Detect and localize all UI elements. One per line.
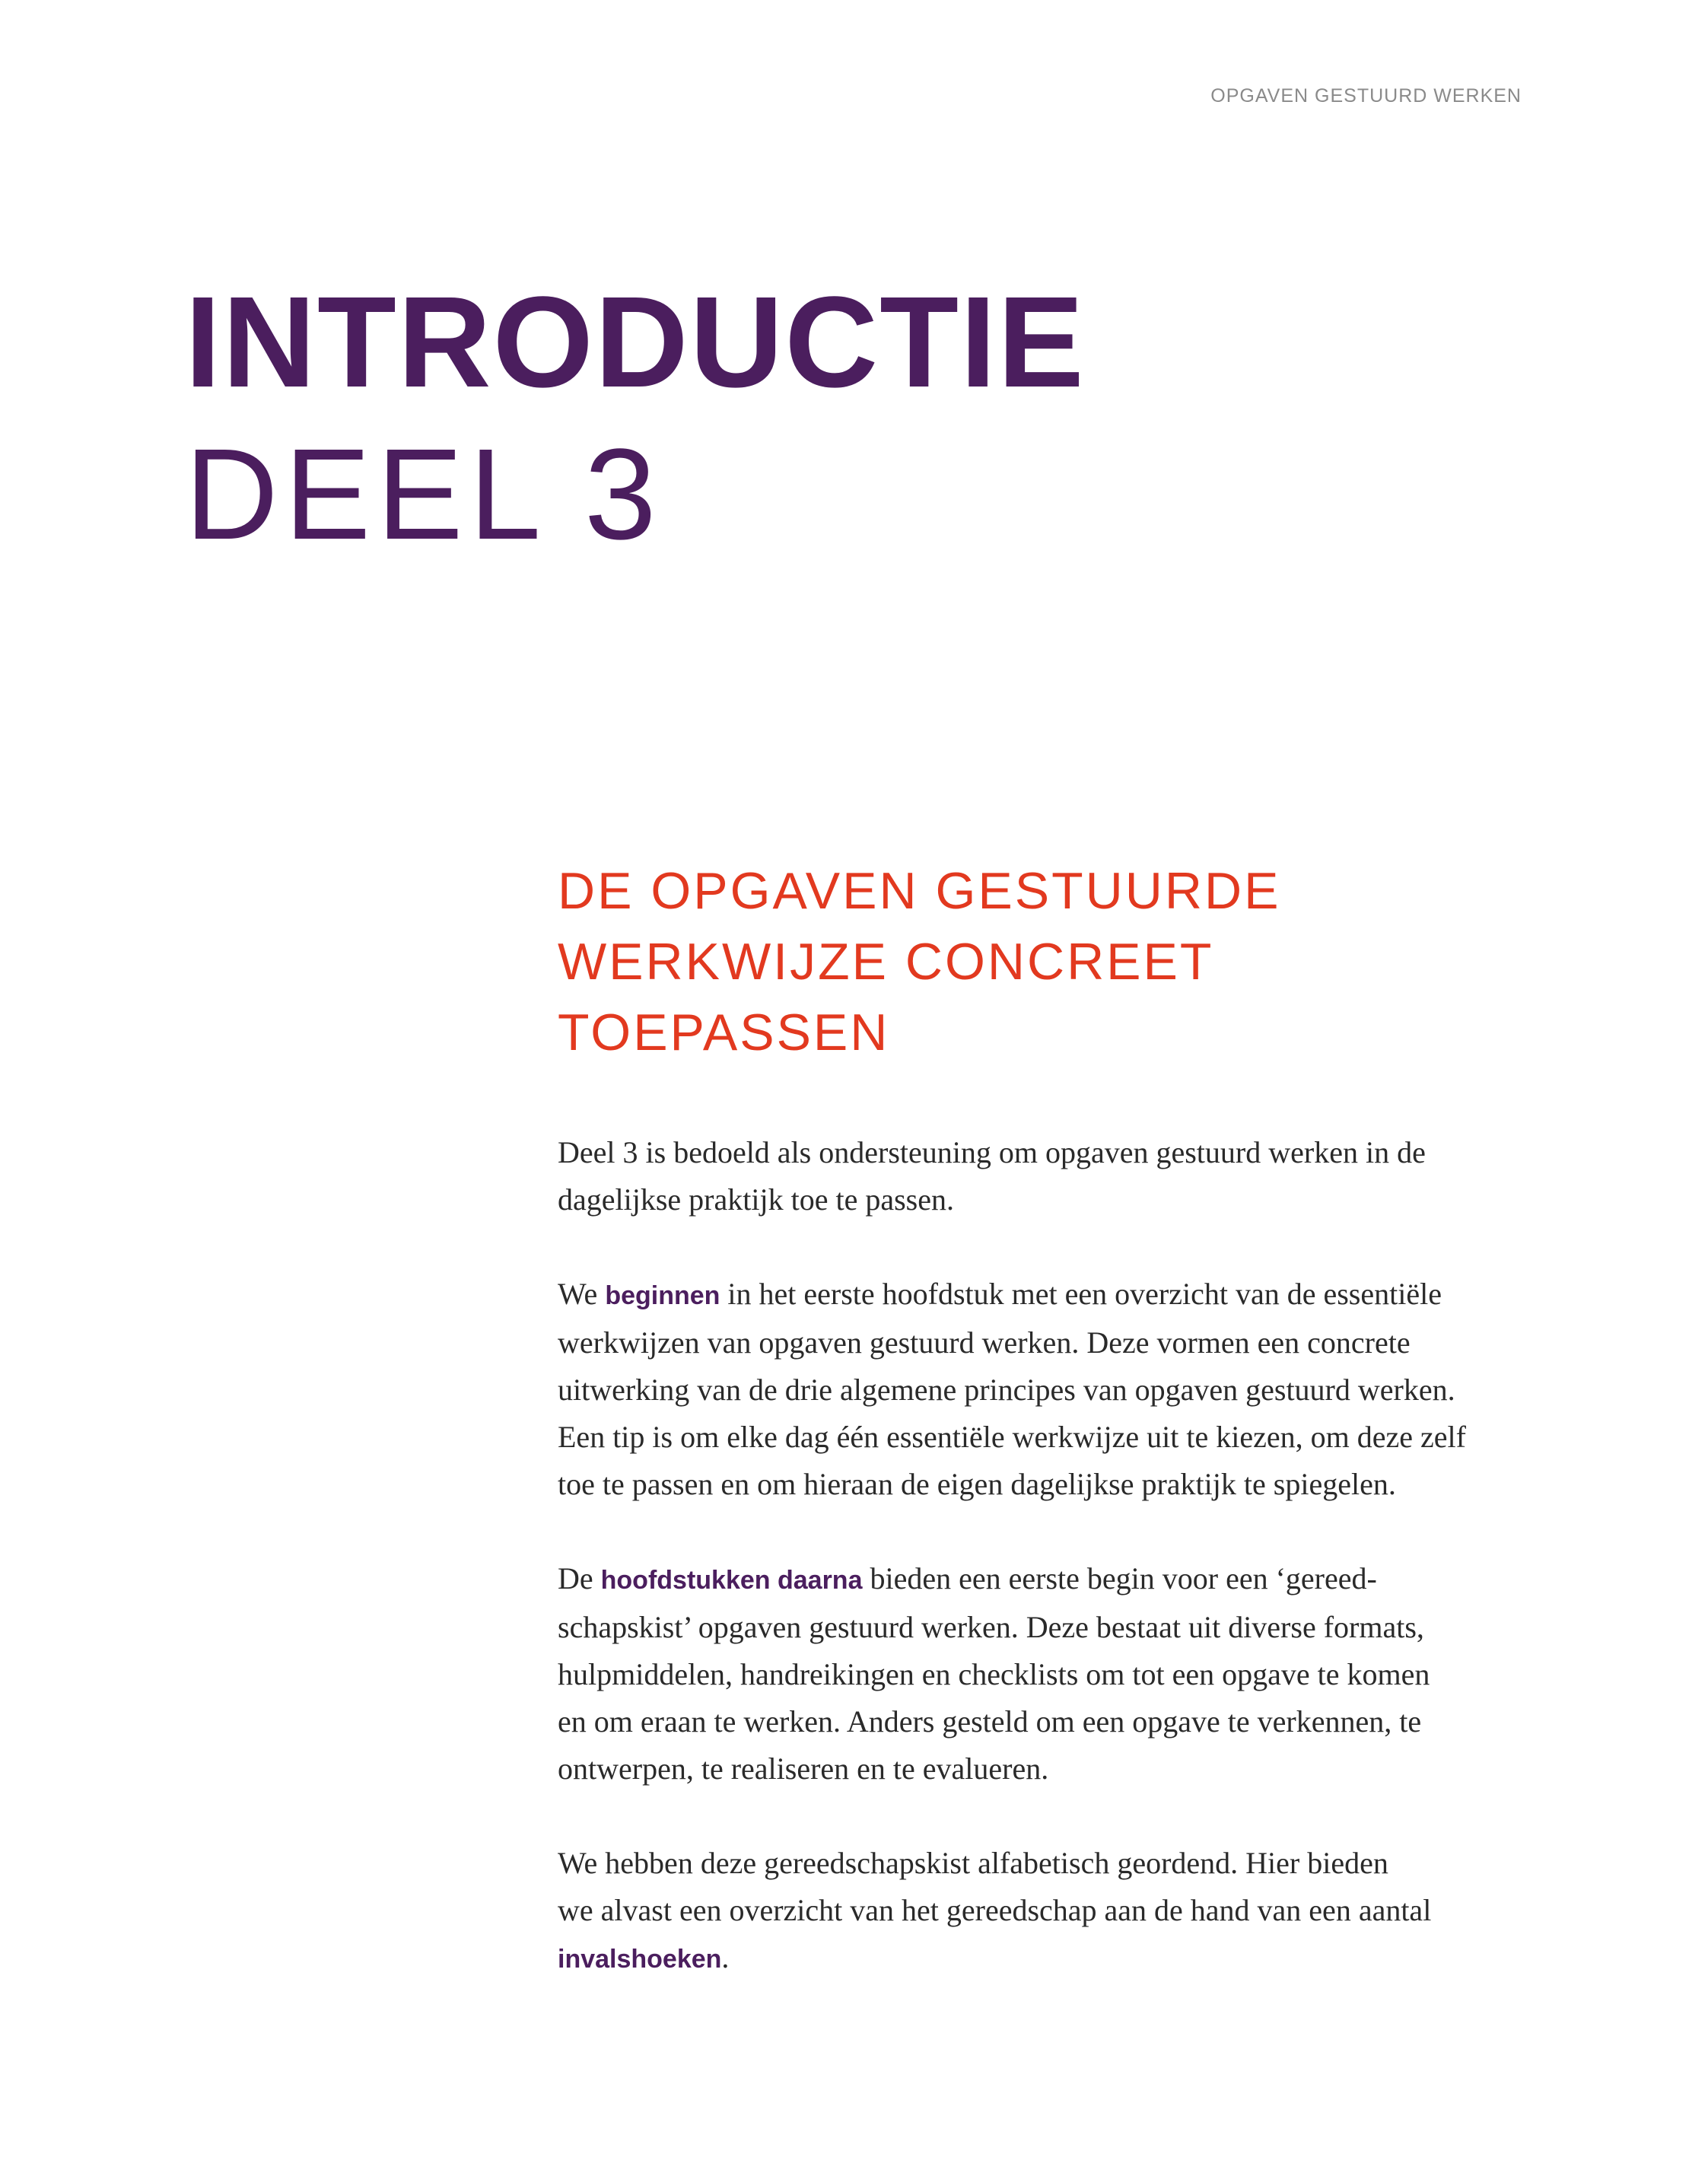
paragraph-2-line-1 <box>558 1271 1547 1319</box>
section-heading-line-3: TOEPASSEN <box>558 1004 890 1061</box>
paragraph-1 <box>558 1129 1547 1223</box>
paragraph-2-line-5: toe te passen en om hieraan de eigen dagelijkse praktijk te spiegelen. <box>558 1467 1396 1501</box>
paragraph-3-suffix: bieden een eerste begin voor een ‘gereed- <box>862 1561 1377 1595</box>
paragraph-3-line-4: en om eraan te werken. Anders gesteld om een opgave te verkennen, te <box>558 1704 1422 1739</box>
paragraph-3 <box>558 1555 1547 1793</box>
paragraph-3-prefix: De <box>558 1561 601 1595</box>
paragraph-2-suffix: in het eerste hoofdstuk met een overzicht van de essentiële <box>720 1277 1442 1311</box>
paragraph-4-suffix: . <box>721 1940 730 1974</box>
paragraph-4-line-1: We hebben deze gereedschapskist alfabetisch geordend. Hier bieden <box>558 1846 1388 1880</box>
running-header: OPGAVEN GESTUURD WERKEN <box>1210 85 1522 107</box>
paragraph-4-line-2: we alvast een overzicht van het gereedschap aan de hand van een aantal <box>558 1893 1432 1927</box>
paragraph-1-line-2: dagelijkse praktijk toe te passen. <box>558 1182 954 1217</box>
paragraph-2 <box>558 1271 1547 1508</box>
section-heading <box>558 856 1547 1068</box>
intro-section <box>558 856 1547 2030</box>
page-title <box>185 266 1086 571</box>
paragraph-1-line-1: Deel 3 is bedoeld als ondersteuning om opgaven gestuurd werken in de <box>558 1135 1426 1169</box>
paragraph-4 <box>558 1840 1547 1983</box>
paragraph-3-line-1 <box>558 1555 1547 1604</box>
highlight-invalshoeken: invalshoeken <box>558 1945 722 1974</box>
paragraph-4-line-3 <box>558 1934 1547 1983</box>
page-title-line-1: INTRODUCTIE <box>185 270 1086 415</box>
paragraph-2-line-3: uitwerking van de drie algemene principes van opgaven gestuurd werken. <box>558 1373 1455 1407</box>
highlight-hoofdstukken-daarna: hoofdstukken daarna <box>600 1566 863 1595</box>
paragraph-3-line-3: hulpmiddelen, handreikingen en checklists om tot een opgave te komen <box>558 1657 1430 1691</box>
paragraph-2-line-4: Een tip is om elke dag één essentiële werkwijze uit te kiezen, om deze zelf <box>558 1420 1466 1454</box>
highlight-beginnen: beginnen <box>605 1281 720 1310</box>
section-heading-line-1: DE OPGAVEN GESTUURDE <box>558 862 1281 920</box>
section-heading-line-2: WERKWIJZE CONCREET <box>558 933 1214 991</box>
paragraph-2-prefix: We <box>558 1277 606 1311</box>
paragraph-3-line-2: schapskist’ opgaven gestuurd werken. Deze bestaat uit diverse formats, <box>558 1610 1424 1644</box>
paragraph-2-line-2: werkwijzen van opgaven gestuurd werken. Deze vormen een concrete <box>558 1325 1411 1360</box>
page-title-line-2: DEEL 3 <box>185 422 663 567</box>
paragraph-3-line-5: ontwerpen, te realiseren en te evalueren. <box>558 1751 1049 1786</box>
